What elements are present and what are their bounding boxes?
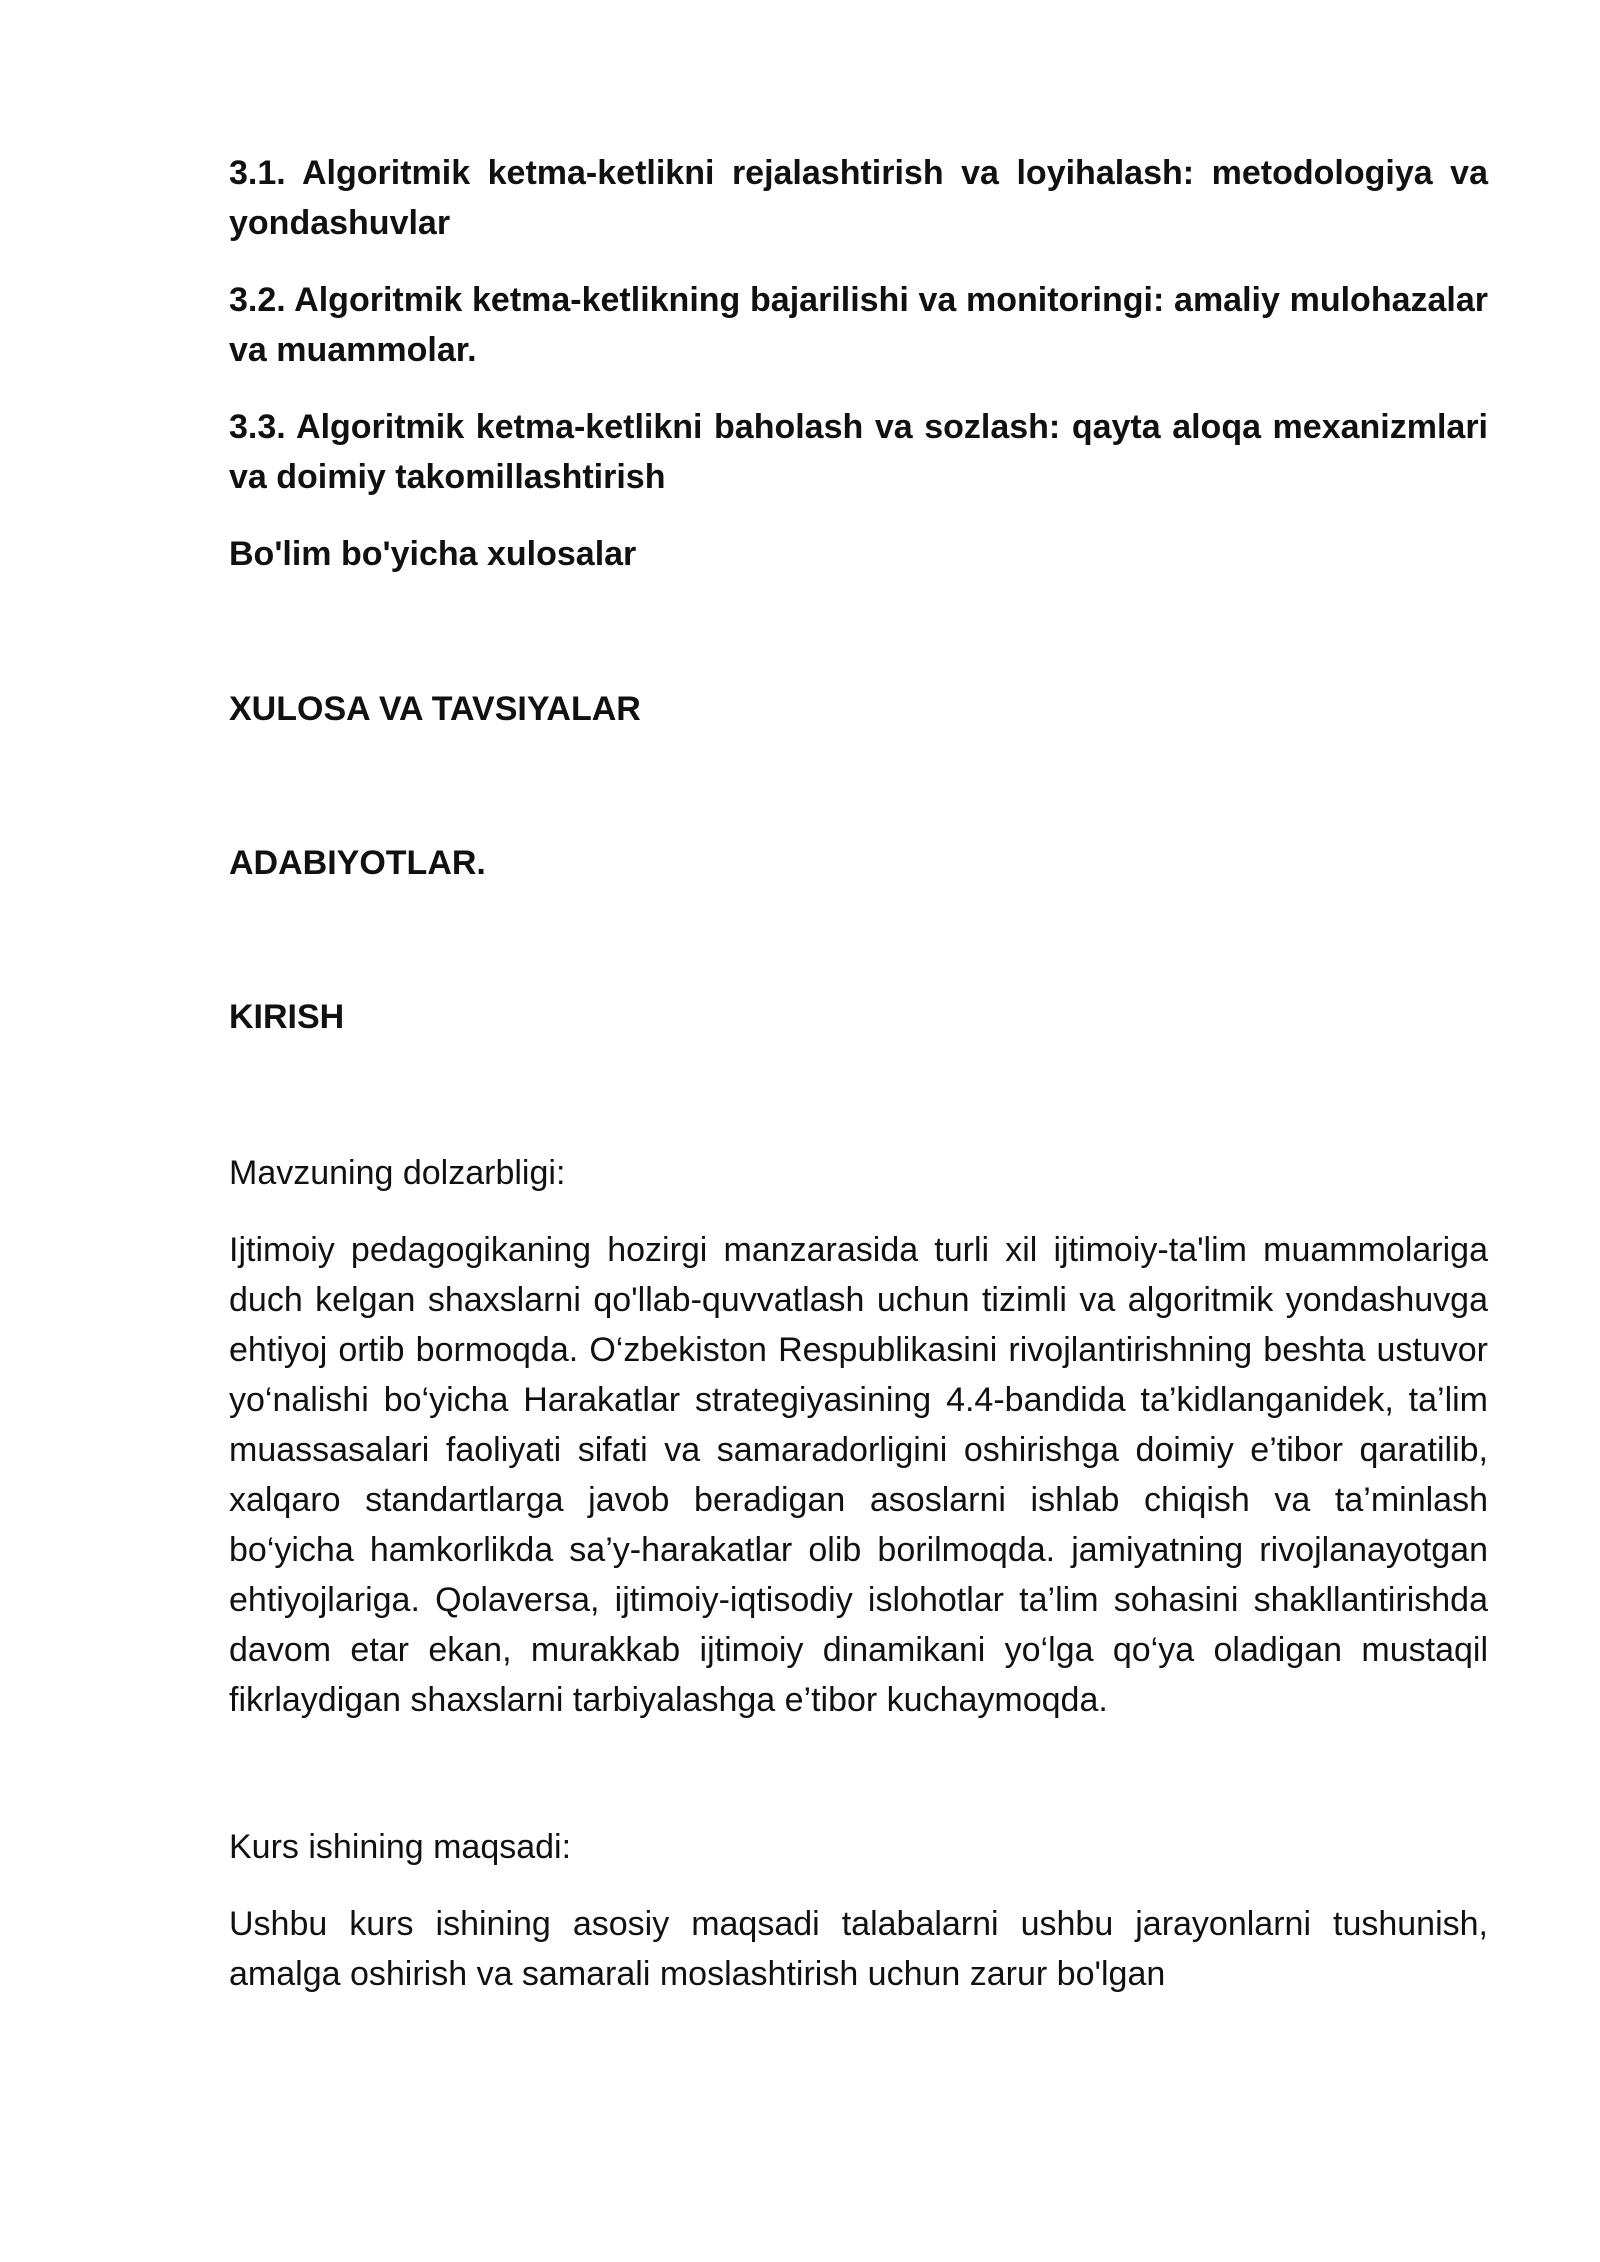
heading-kirish: KIRISH <box>229 998 345 1036</box>
toc-item-3-2: 3.2. Algoritmik ketma-ketlikning bajarilishi va monitoringi: amaliy mulohazalar va muammolar. <box>229 281 1488 369</box>
toc-item-3-3: 3.3. Algoritmik ketma-ketlikni baholash va sozlash: qayta aloqa mexanizmlari va doimiy takomillashtirish <box>229 408 1488 496</box>
relevance-label: Mavzuning dolzarbligi: <box>229 1154 566 1192</box>
goal-paragraph: Ushbu kurs ishining asosiy maqsadi talabalarni ushbu jarayonlarni tushunish, amalga oshirish va samarali moslashtirish uchun zarur bo'lgan <box>229 1905 1488 1993</box>
goal-label: Kurs ishining maqsadi: <box>229 1828 572 1866</box>
toc-item-3-1: 3.1. Algoritmik ketma-ketlikni rejalashtirish va loyihalash: metodologiya va yondashuvlar <box>229 154 1488 242</box>
heading-xulosa-va-tavsiyalar: XULOSA VA TAVSIYALAR <box>229 690 641 728</box>
toc-item-section-conclusions: Bo'lim bo'yicha xulosalar <box>229 535 637 573</box>
relevance-paragraph: Ijtimoiy pedagogikaning hozirgi manzarasida turli xil ijtimoiy-ta'lim muammolariga duch kelgan shaxslarni qo'llab-quvvatlash uchun tizimli va algoritmik yondashuvga ehtiyoj ortib bormoqda. O‘zbekiston Respublikasini rivojlantirishning beshta ustuvor yo‘nalishi bo‘yicha Harakatlar strategiyasining 4.4-bandida ta’kidlanganidek, ta’lim muassasalari faoliyati sifati va samaradorligini oshirishga doimiy e’tibor qaratilib, xalqaro standartlarga javob beradigan asoslarni ishlab chiqish va ta’minlash bo‘yicha hamkorlikda sa’y-harakatlar olib borilmoqda. jamiyatning rivojlanayotgan ehtiyojlariga. Qolaversa, ijtimoiy-iqtisodiy islohotlar ta’lim sohasini shakllantirishda davom etar ekan, murakkab ijtimoiy dinamikani yo‘lga qo‘ya oladigan mustaqil fikrlaydigan shaxslarni tarbiyalashga e’tibor kuchaymoqda. <box>229 1231 1488 1719</box>
page-content <box>229 148 1488 1999</box>
heading-adabiyotlar: ADABIYOTLAR. <box>229 844 486 882</box>
